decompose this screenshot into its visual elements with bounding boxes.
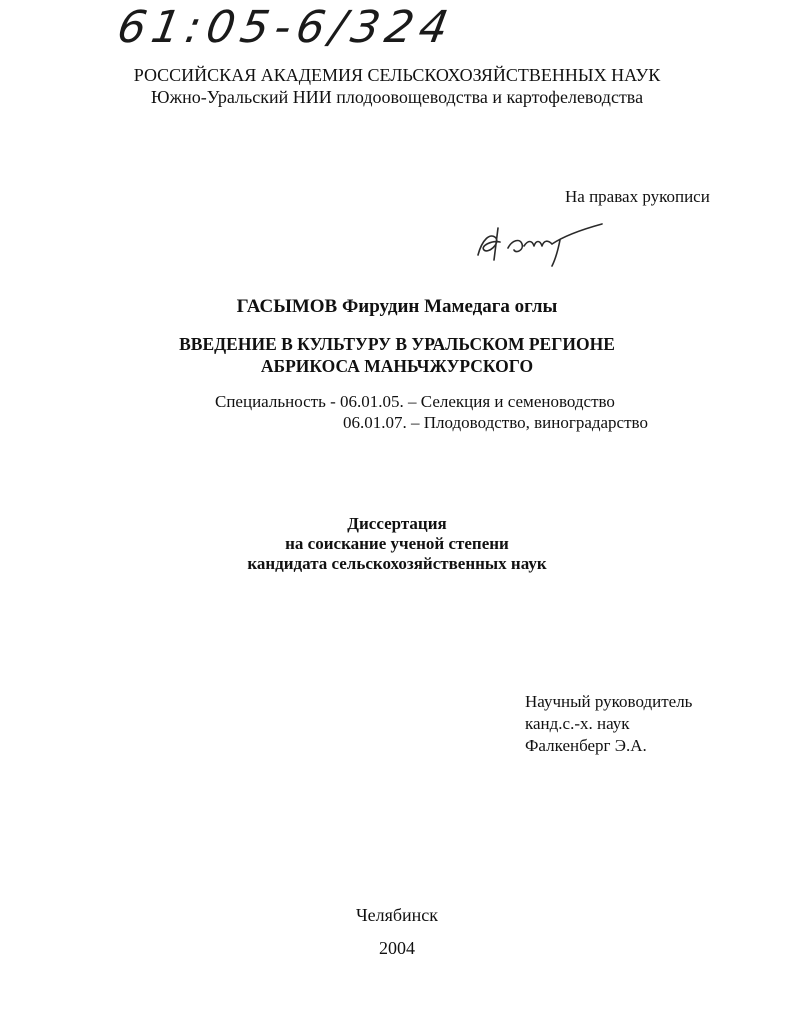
- dissertation-title: [0, 333, 794, 377]
- specialty-line-1: Специальность - 06.01.05. – Селекция и семеноводство: [215, 392, 615, 411]
- manuscript-rights-note: На правах рукописи: [565, 187, 710, 206]
- institute-name: Южно-Уральский НИИ плодоовощеводства и картофелеводства: [150, 87, 644, 107]
- author-signature: [468, 210, 618, 270]
- advisor-degree: канд.с.-х. наук: [525, 714, 630, 733]
- year: 2004: [379, 938, 415, 958]
- dissertation-degree-block: [0, 514, 794, 574]
- city: Челябинск: [355, 905, 439, 925]
- specialty-line-2: 06.01.07. – Плодоводство, виноградарство: [343, 413, 648, 432]
- author-name: ГАСЫМОВ Фирудин Мамедага оглы: [236, 296, 558, 317]
- degree-purpose: на соискание ученой степени: [285, 534, 509, 553]
- advisor-name: Фалкенберг Э.А.: [525, 736, 647, 755]
- dissertation-title-line-2: АБРИКОСА МАНЬЧЖУРСКОГО: [260, 356, 534, 376]
- organization-name: РОССИЙСКАЯ АКАДЕМИЯ СЕЛЬСКОХОЗЯЙСТВЕННЫХ НАУК: [133, 65, 661, 85]
- dissertation-title-line-1: ВВЕДЕНИЕ В КУЛЬТУРУ В УРАЛЬСКОМ РЕГИОНЕ: [179, 334, 615, 354]
- degree-name: кандидата сельскохозяйственных наук: [247, 554, 547, 573]
- dissertation-label: Диссертация: [347, 514, 447, 533]
- archive-number: 61:05-6/324: [113, 2, 458, 53]
- scientific-advisor-block: [525, 691, 692, 757]
- advisor-label: Научный руководитель: [525, 692, 693, 711]
